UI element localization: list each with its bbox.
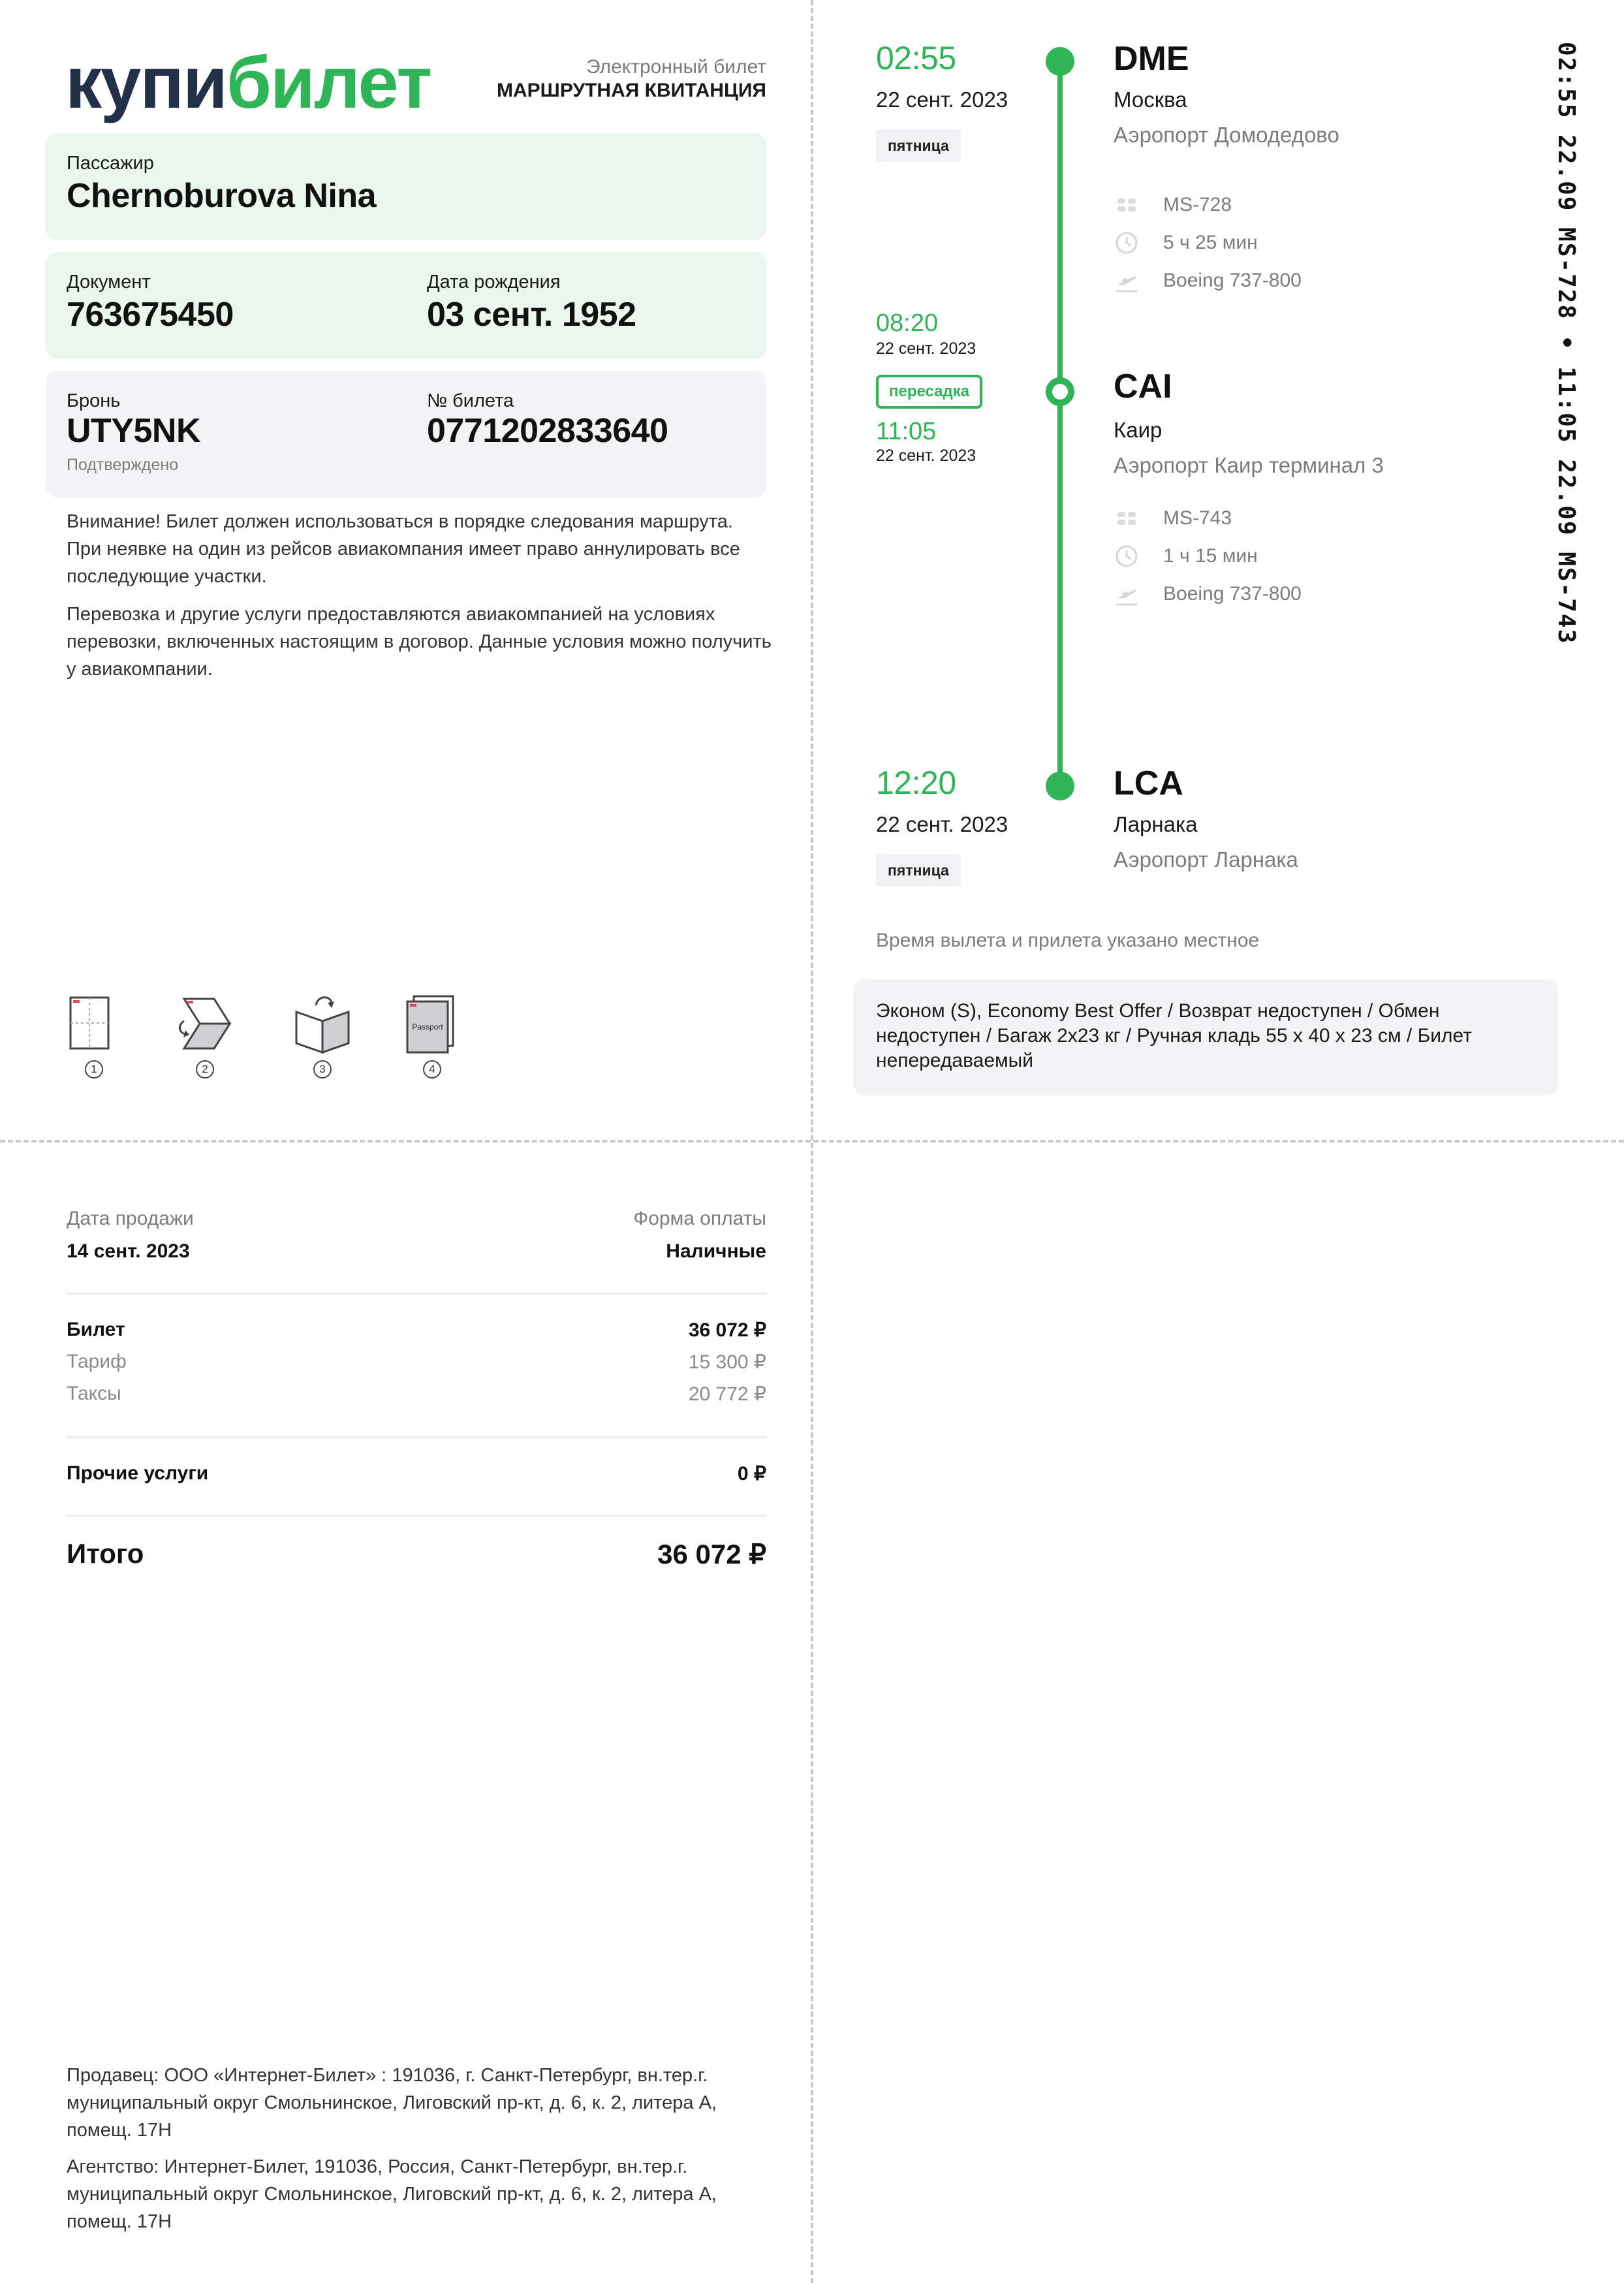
document-label: Документ — [67, 272, 151, 292]
route-timeline — [1057, 60, 1063, 786]
fold-sheet-icon — [175, 992, 238, 1055]
booking-card — [46, 371, 766, 497]
total-label: Итого — [67, 1538, 144, 1569]
arrival-time: 12:20 — [876, 764, 956, 801]
fare-label: Тариф — [67, 1351, 127, 1372]
birth-date: 03 сент. 1952 — [427, 296, 636, 334]
booking-code: UTY5NK — [67, 412, 201, 450]
transfer-iata: CAI — [1114, 368, 1172, 405]
transfer-departure-time: 11:05 — [876, 418, 937, 445]
total-amount: 36 072 ₽ — [657, 1539, 766, 1569]
fare-amount: 15 300 ₽ — [688, 1351, 766, 1373]
ticket-cost-label: Билет — [67, 1319, 125, 1340]
fold-step-2 — [175, 992, 238, 1084]
segment-2-duration-text: 1 ч 15 мин — [1163, 545, 1258, 567]
passport-icon — [399, 992, 462, 1055]
notice-paragraph-2: Перевозка и другие услуги предоставляются авиакомпанией на условиях перевозки, включенных настоящим в договор. Данные условия можно получить у авиакомпании. — [67, 604, 772, 680]
segment-2-aircraft-text: Boeing 737-800 — [1163, 583, 1302, 605]
birth-date-label: Дата рождения — [427, 272, 561, 292]
segment-2-flight-number: MS-743 — [1163, 507, 1232, 529]
step-number: 1 — [85, 1060, 103, 1079]
other-services-label: Прочие услуги — [67, 1462, 209, 1484]
passenger-name: Chernoburova Nina — [67, 177, 376, 215]
departure-iata: DME — [1114, 40, 1189, 78]
plane-takeoff-icon — [1114, 268, 1140, 294]
divider — [67, 1436, 766, 1438]
transfer-city: Каир — [1114, 418, 1163, 442]
booking-label: Бронь — [67, 390, 121, 411]
booklet-icon — [292, 992, 355, 1055]
ticket-number-label: № билета — [427, 390, 514, 411]
transfer-departure-date: 22 сент. 2023 — [876, 447, 976, 465]
segment-1-duration-text: 5 ч 25 мин — [1163, 232, 1258, 253]
step-number: 2 — [196, 1060, 214, 1079]
other-services-amount: 0 ₽ — [737, 1463, 766, 1485]
departure-city: Москва — [1114, 87, 1187, 112]
transfer-dot — [1046, 377, 1074, 406]
fold-step-4 — [399, 992, 462, 1084]
departure-time: 02:55 — [876, 40, 956, 76]
segment-1-aircraft-text: Boeing 737-800 — [1163, 270, 1302, 291]
departure-airport: Аэропорт Домодедово — [1114, 123, 1339, 147]
arrival-iata: LCA — [1114, 764, 1183, 802]
segment-1-flight-number: MS-728 — [1163, 194, 1232, 215]
sale-date: 14 сент. 2023 — [67, 1240, 190, 1262]
seat-icon — [1114, 505, 1140, 531]
document-card — [46, 252, 766, 359]
divider — [67, 1293, 766, 1295]
vertical-flight-code-text: 02:55 22.09 MS-728 • 11:05 22.09 MS-743 — [1553, 42, 1580, 645]
taxes-amount: 20 772 ₽ — [688, 1383, 766, 1405]
seat-icon — [1114, 192, 1140, 218]
payment-method-label: Форма оплаты — [633, 1208, 766, 1229]
passenger-label: Пассажир — [67, 153, 154, 174]
fold-step-3 — [292, 992, 355, 1084]
departure-dot — [1046, 47, 1074, 76]
notice-paragraph-1: Внимание! Билет должен использоваться в порядке следования маршрута. При неявке на один из рейсов авиакомпания имеет право аннулировать все последующие участки. — [67, 511, 740, 587]
ticket-number: 0771202833640 — [427, 412, 668, 450]
kupibilet-logo — [65, 40, 431, 125]
taxes-label: Таксы — [67, 1383, 121, 1404]
plane-takeoff-icon — [1114, 581, 1140, 607]
document-subtitle: Электронный билет — [586, 56, 766, 78]
fare-conditions-box: Эконом (S), Economy Best Offer / Возврат недоступен / Обмен недоступен / Багаж 2x23 кг / Ручная кладь 55 x 40 x 23 см / Билет непередаваемый — [854, 979, 1557, 1095]
seller-info: Продавец: ООО «Интернет-Билет» : 191036, г. Санкт-Петербург, вн.тер.г. муниципальный округ Смольнинское, Лиговский пр-кт, д. 6, к. 2, литера А, помещ. 17Н — [67, 2065, 717, 2141]
local-time-note: Время вылета и прилета указано местное — [876, 930, 1260, 951]
arrival-dot — [1046, 772, 1074, 800]
step-number: 4 — [423, 1060, 441, 1079]
logo-part-2: билет — [226, 42, 431, 123]
arrival-city: Ларнака — [1114, 812, 1198, 836]
sheet-icon — [64, 992, 116, 1055]
logo-part-1: купи — [65, 42, 226, 123]
departure-weekday-badge: пятница — [876, 129, 961, 162]
arrival-airport: Аэропорт Ларнака — [1114, 847, 1298, 872]
clock-icon — [1114, 230, 1140, 256]
clock-icon — [1114, 543, 1140, 569]
fold-line-horizontal — [0, 1140, 1624, 1142]
document-title: МАРШРУТНАЯ КВИТАНЦИЯ — [497, 80, 766, 101]
passport-label: Passport — [412, 1022, 443, 1031]
transfer-airport: Аэропорт Каир терминал 3 — [1114, 453, 1384, 477]
document-number: 763675450 — [67, 296, 234, 334]
fold-step-1 — [64, 992, 127, 1084]
divider — [67, 1515, 766, 1517]
booking-status: Подтверждено — [67, 456, 179, 474]
transfer-arrival-time: 08:20 — [876, 309, 939, 337]
payment-method: Наличные — [666, 1240, 766, 1262]
ticket-cost-amount: 36 072 ₽ — [688, 1319, 766, 1341]
departure-date: 22 сент. 2023 — [876, 87, 1008, 112]
arrival-weekday-badge: пятница — [876, 854, 961, 887]
arrival-date: 22 сент. 2023 — [876, 812, 1008, 836]
agency-info: Агентство: Интернет-Билет, 191036, Россия, Санкт-Петербург, вн.тер.г. муниципальный округ Смольнинское, Лиговский пр-кт, д. 6, к. 2, литера А, помещ. 17Н — [67, 2156, 717, 2232]
passenger-card — [46, 133, 766, 240]
vertical-flight-code — [1548, 42, 1587, 645]
transfer-badge: пересадка — [876, 375, 982, 409]
transfer-arrival-date: 22 сент. 2023 — [876, 339, 976, 358]
step-number: 3 — [313, 1060, 332, 1079]
sale-date-label: Дата продажи — [67, 1208, 194, 1229]
